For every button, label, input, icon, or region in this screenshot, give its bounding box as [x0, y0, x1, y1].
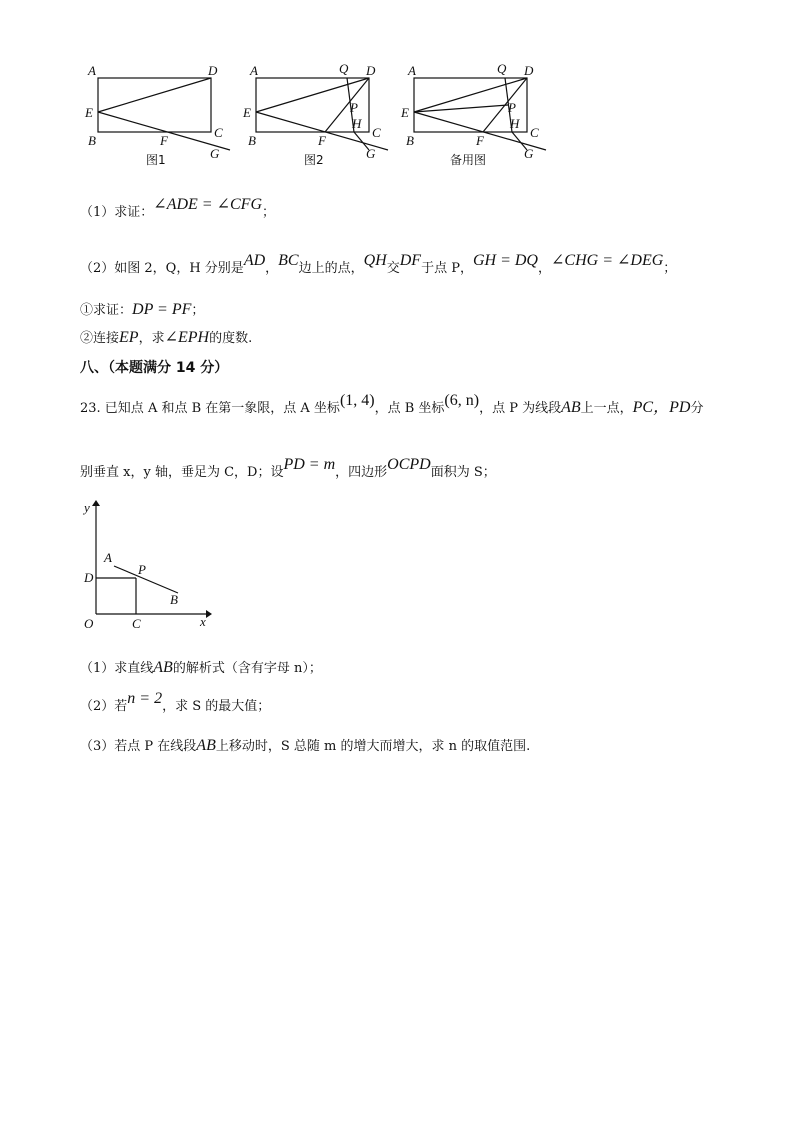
- label-G: G: [210, 146, 220, 161]
- label-Q: Q: [497, 61, 507, 76]
- q23-line1: 23. 已知点 A 和点 B 在第一象限，点 A 坐标(1, 4)，点 B 坐标(6, n)，点 P 为线段AB上一点，PC，PD分: [80, 392, 704, 416]
- label-A: A: [408, 63, 416, 78]
- label-G: G: [366, 146, 376, 161]
- figure-backup-caption: 备用图: [450, 153, 487, 167]
- figure-1-svg: [80, 60, 240, 170]
- figure-2-caption: 图2: [304, 153, 324, 167]
- q22-claim1: ①求证：DP = PF；: [80, 301, 205, 318]
- point-D-label: D: [84, 570, 94, 585]
- label-D: D: [208, 63, 218, 78]
- origin-label: O: [84, 616, 94, 631]
- label-H: H: [352, 116, 362, 131]
- figure-backup-svg: [396, 60, 556, 170]
- label-C: C: [372, 125, 381, 140]
- axis-x-label: x: [200, 614, 206, 629]
- label-P: P: [508, 100, 516, 115]
- label-F: F: [318, 133, 326, 148]
- label-F: F: [476, 133, 484, 148]
- label-E: E: [85, 105, 93, 120]
- label-E: E: [243, 105, 251, 120]
- q23-part2: （2）若n = 2，求 S 的最大值；: [80, 690, 271, 714]
- q22-part1: （1）求证：∠ADE = ∠CFG；: [80, 196, 276, 220]
- label-Q: Q: [339, 61, 349, 76]
- label-C: C: [214, 125, 223, 140]
- label-D: D: [366, 63, 376, 78]
- q23-part3: （3）若点 P 在线段AB上移动时，S 总随 m 的增大而增大，求 n 的取值范围.: [80, 737, 531, 754]
- figure-backup: [396, 60, 556, 170]
- q22-part2: （2）如图 2，Q，H 分别是AD，BC边上的点，QH交DF于点 P，GH = DQ，∠CHG = ∠DEG；: [80, 252, 677, 276]
- label-C: C: [530, 125, 539, 140]
- label-F: F: [160, 133, 168, 148]
- section-8-heading: 八、（本题满分 14 分）: [80, 360, 229, 376]
- figure-1-caption: 图1: [146, 153, 166, 167]
- label-D: D: [524, 63, 534, 78]
- point-P-label: P: [138, 562, 146, 577]
- point-C-label: C: [132, 616, 141, 631]
- point-B-label: B: [170, 592, 178, 607]
- label-H: H: [510, 116, 520, 131]
- q23-line2: 别垂直 x，y 轴，垂足为 C，D；设PD = m，四边形OCPD面积为 S；: [80, 456, 496, 480]
- q22-claim2: ②连接EP，求∠EPH的度数.: [80, 329, 253, 346]
- coordinate-graph: [78, 498, 218, 638]
- figure-2: [238, 60, 398, 170]
- label-B: B: [248, 133, 256, 148]
- label-B: B: [406, 133, 414, 148]
- point-A-label: A: [104, 550, 112, 565]
- figure-1: [80, 60, 240, 170]
- label-A: A: [88, 63, 96, 78]
- label-P: P: [350, 100, 358, 115]
- formula-adE-cfg: ∠ADE = ∠CFG: [153, 196, 262, 213]
- label-G: G: [524, 146, 534, 161]
- label-B: B: [88, 133, 96, 148]
- coordinate-graph-svg: [78, 498, 218, 638]
- figure-2-svg: [238, 60, 398, 170]
- axis-y-label: y: [84, 500, 90, 515]
- label-E: E: [401, 105, 409, 120]
- q23-part1: （1）求直线AB的解析式（含有字母 n）；: [80, 659, 322, 676]
- label-A: A: [250, 63, 258, 78]
